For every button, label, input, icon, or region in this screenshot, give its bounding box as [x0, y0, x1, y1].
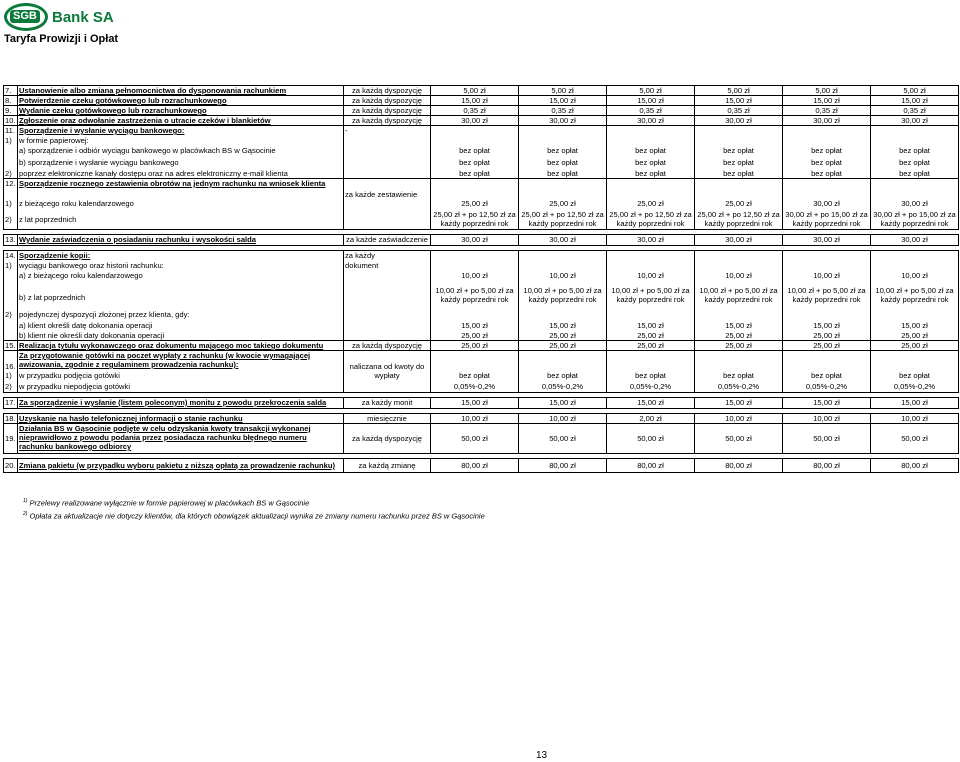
fee-value: bez opłat: [871, 158, 959, 169]
fee-value: 10,00 zł + po 5,00 zł za każdy poprzedni rok: [519, 286, 607, 310]
sub-number: [4, 331, 18, 341]
sub-number: 2): [4, 210, 18, 230]
fee-value: bez opłat: [871, 146, 959, 158]
fee-value: bez opłat: [607, 169, 695, 179]
fee-value: [871, 136, 959, 146]
footnotes: [23, 496, 485, 521]
sub-description: w formie papierowej:: [18, 136, 344, 146]
fee-value: 10,00 zł: [783, 414, 871, 424]
fee-value: 25,00 zł: [695, 199, 783, 210]
fee-value: 5,00 zł: [871, 86, 959, 96]
charge-basis: -: [344, 126, 431, 136]
charge-basis: [344, 271, 431, 286]
fee-value: 10,00 zł: [783, 271, 871, 286]
fee-value: [695, 179, 783, 199]
fee-value: 0,35 zł: [431, 106, 519, 116]
charge-basis: za każdą dyspozycję: [344, 341, 431, 351]
row-description: Uzyskanie na hasło telefonicznej informacji o stanie rachunku: [18, 414, 344, 424]
fee-value: 25,00 zł + po 12,50 zł za każdy poprzedni rok: [431, 210, 519, 230]
document-title: Taryfa Prowizji i Opłat: [4, 33, 119, 45]
fee-value: 0,05%-0,2%: [607, 382, 695, 393]
fee-value: [519, 261, 607, 271]
fee-value: 25,00 zł: [519, 331, 607, 341]
charge-basis: za każdą zmianę: [344, 459, 431, 473]
fee-value: 15,00 zł: [695, 398, 783, 409]
charge-basis: [344, 210, 431, 230]
fee-value: [519, 126, 607, 136]
fee-value: 50,00 zł: [607, 424, 695, 454]
table-row: [4, 398, 959, 409]
charge-basis: [344, 158, 431, 169]
charge-basis: [344, 321, 431, 331]
sub-description: pojedynczej dyspozycji złożonej przez klienta, gdy:: [18, 310, 344, 321]
fee-value: 10,00 zł + po 5,00 zł za każdy poprzedni rok: [695, 286, 783, 310]
fee-value: 0,05%-0,2%: [695, 382, 783, 393]
fee-value: 80,00 zł: [607, 459, 695, 473]
fee-value: 25,00 zł: [871, 331, 959, 341]
footnote-1-mark: 1): [23, 498, 28, 504]
fee-value: 25,00 zł + po 12,50 zł za każdy poprzedni rok: [607, 210, 695, 230]
fee-value: 30,00 zł: [431, 235, 519, 246]
fee-value: 5,00 zł: [695, 86, 783, 96]
fee-value: 80,00 zł: [871, 459, 959, 473]
row-number: 16.: [4, 351, 18, 371]
fee-value: 15,00 zł: [783, 96, 871, 106]
charge-basis: [344, 146, 431, 158]
fee-value: 15,00 zł: [695, 96, 783, 106]
table-row: [4, 331, 959, 341]
fee-value: [607, 251, 695, 261]
row-number: 17.: [5, 398, 16, 407]
table-row: [4, 251, 959, 261]
fee-value: 50,00 zł: [695, 424, 783, 454]
fee-value: 30,00 zł: [519, 116, 607, 126]
charge-basis: naliczana od kwoty do: [344, 351, 431, 371]
table-row: [4, 261, 959, 271]
fee-value: 15,00 zł: [695, 321, 783, 331]
charge-basis: [344, 382, 431, 393]
fee-value: 50,00 zł: [871, 424, 959, 454]
fee-value: 80,00 zł: [783, 459, 871, 473]
fee-value: 25,00 zł: [871, 341, 959, 351]
fee-value: [783, 136, 871, 146]
fee-value: 0,35 zł: [607, 106, 695, 116]
fee-value: 25,00 zł: [607, 331, 695, 341]
fee-value: 80,00 zł: [431, 459, 519, 473]
row-description: Zgłoszenie oraz odwołanie zastrzeżenia o utracie czeków i blankietów: [18, 116, 344, 126]
sub-number: 2): [4, 310, 18, 321]
fee-value: [783, 310, 871, 321]
charge-basis: [344, 310, 431, 321]
fee-value: 30,00 zł: [695, 235, 783, 246]
fee-value: 2,00 zł: [607, 414, 695, 424]
fee-value: [431, 126, 519, 136]
fee-value: 15,00 zł: [519, 321, 607, 331]
sub-number: [4, 321, 18, 331]
fee-value: [871, 261, 959, 271]
fee-value: [695, 261, 783, 271]
table-row: [4, 341, 959, 351]
fee-value: bez opłat: [607, 158, 695, 169]
sub-description: wyciągu bankowego oraz historii rachunku:: [18, 261, 344, 271]
table-row: [4, 96, 959, 106]
fee-value: bez opłat: [695, 146, 783, 158]
sub-description: b) sporządzenie i wysłanie wyciągu bankowego: [18, 158, 344, 169]
footnote-1-text: Przelewy realizowane wyłącznie w formie papierowej w placówkach BS w Gąsocinie: [29, 498, 310, 508]
fee-value: [431, 310, 519, 321]
sub-number: [4, 286, 18, 310]
fee-value: bez opłat: [695, 158, 783, 169]
fee-value: [431, 261, 519, 271]
table-row: [4, 158, 959, 169]
fee-value: 25,00 zł: [695, 331, 783, 341]
fee-value: 25,00 zł: [519, 199, 607, 210]
row-description: Potwierdzenie czeku gotówkowego lub rozrachunkowego: [18, 96, 344, 106]
sub-number: 1): [4, 199, 18, 210]
fee-value: 0,35 zł: [519, 106, 607, 116]
fee-value: 10,00 zł: [695, 414, 783, 424]
row-number: 12.: [4, 179, 18, 199]
sub-description: a) z bieżącego roku kalendarzowego: [18, 271, 344, 286]
fee-value: bez opłat: [519, 169, 607, 179]
fee-value: [695, 310, 783, 321]
fee-value: [871, 351, 959, 371]
fee-value: [607, 136, 695, 146]
footnote-2: [23, 509, 485, 522]
fee-value: 15,00 zł: [607, 321, 695, 331]
footnote-2-mark: 2): [23, 510, 28, 517]
fee-value: bez opłat: [431, 371, 519, 382]
fee-value: 30,00 zł: [783, 235, 871, 246]
fee-value: 15,00 zł: [607, 398, 695, 409]
fee-value: 10,00 zł: [871, 414, 959, 424]
fee-value: [871, 126, 959, 136]
sub-number: [4, 158, 18, 169]
fee-value: bez opłat: [783, 169, 871, 179]
table-row: [4, 371, 959, 382]
row-number: 18.: [5, 414, 16, 423]
sub-description: w przypadku niepodjęcia gotówki: [18, 382, 344, 393]
table-row: [4, 459, 959, 473]
fee-value: bez opłat: [607, 371, 695, 382]
row-description: Wydanie czeku gotówkowego lub rozrachunkowego: [18, 106, 344, 116]
fee-value: [783, 179, 871, 199]
fee-value: 15,00 zł: [607, 96, 695, 106]
logo-bank-name: Bank SA: [52, 9, 114, 26]
table-row: [4, 321, 959, 331]
fee-value: [519, 351, 607, 371]
charge-basis: za każde zestawienie: [344, 179, 431, 199]
fee-value: bez opłat: [783, 371, 871, 382]
row-description: Realizacja tytułu wykonawczego oraz dokumentu mającego moc takiego dokumentu: [18, 341, 344, 351]
charge-basis: za każdą dyspozycję: [344, 116, 431, 126]
fee-value: 30,00 zł: [783, 199, 871, 210]
fee-value: 30,00 zł: [607, 235, 695, 246]
fee-value: [871, 179, 959, 199]
sub-description: w przypadku podjęcia gotówki: [18, 371, 344, 382]
fee-value: bez opłat: [431, 158, 519, 169]
table-row: [4, 126, 959, 136]
fee-value: 25,00 zł: [431, 331, 519, 341]
fee-value: 15,00 zł: [431, 321, 519, 331]
fee-value: [519, 179, 607, 199]
table-row: [4, 106, 959, 116]
sub-number: 1): [4, 261, 18, 271]
sub-number: [4, 271, 18, 286]
fee-value: 15,00 zł: [519, 398, 607, 409]
fee-value: 10,00 zł + po 5,00 zł za każdy poprzedni rok: [431, 286, 519, 310]
sub-description: a) klient określi datę dokonania operacji: [18, 321, 344, 331]
footnote-2-text: Opłata za aktualizacje nie dotyczy klientów, dla których obowiązek aktualizacji wynika ze zmiany numeru rachunku przez BS w Gąsocinie: [29, 511, 485, 520]
charge-basis: dokument: [344, 261, 431, 271]
fee-value: [783, 126, 871, 136]
fee-value: [519, 136, 607, 146]
fee-value: [431, 179, 519, 199]
charge-basis: za każdy: [344, 251, 431, 261]
table-row: [4, 286, 959, 310]
charge-basis: za każde zaświadczenie: [344, 235, 431, 246]
charge-basis: za każdą dyspozycję: [344, 96, 431, 106]
row-description: Sporządzenie rocznego zestawienia obrotów na jednym rachunku na wniosek klienta: [18, 179, 344, 199]
fee-value: 10,00 zł + po 5,00 zł za każdy poprzedni rok: [607, 286, 695, 310]
fee-table-body: [4, 86, 959, 473]
table-row: [4, 116, 959, 126]
fee-value: [871, 310, 959, 321]
fee-value: 0,05%-0,2%: [519, 382, 607, 393]
charge-basis: za każdą dyspozycję: [344, 106, 431, 116]
sub-description: b) klient nie określi daty dokonania operacji: [18, 331, 344, 341]
fee-value: [431, 136, 519, 146]
table-row: [4, 351, 959, 371]
fee-value: 50,00 zł: [431, 424, 519, 454]
fee-value: [431, 351, 519, 371]
fee-value: 10,00 zł: [431, 414, 519, 424]
fee-value: 0,35 zł: [871, 106, 959, 116]
page-number: 13: [536, 750, 548, 761]
fee-value: [519, 251, 607, 261]
table-row: [4, 271, 959, 286]
fee-value: 15,00 zł: [431, 398, 519, 409]
row-number: 15.: [5, 341, 16, 350]
fee-value: 30,00 zł: [607, 116, 695, 126]
fee-value: 30,00 zł: [871, 116, 959, 126]
sub-number: 1): [4, 136, 18, 146]
fee-value: 25,00 zł: [607, 199, 695, 210]
sub-description: poprzez elektroniczne kanały dostępu oraz na adres elektroniczny e-mail klienta: [18, 169, 344, 179]
table-row: [4, 136, 959, 146]
fee-value: 25,00 zł: [783, 341, 871, 351]
fee-value: 25,00 zł: [431, 341, 519, 351]
fee-value: bez opłat: [431, 146, 519, 158]
fee-value: [871, 251, 959, 261]
sub-description: a) sporządzenie i odbiór wyciągu bankowego w placówkach BS w Gąsocinie: [18, 146, 344, 158]
bank-logo: [4, 3, 112, 31]
row-number: 14.: [5, 251, 16, 260]
charge-basis: za każdą dyspozycję: [344, 86, 431, 96]
row-number: 10.: [5, 116, 16, 125]
fee-value: 10,00 zł: [519, 271, 607, 286]
fee-value: 0,05%-0,2%: [431, 382, 519, 393]
fee-value: [783, 251, 871, 261]
fee-value: 5,00 zł: [431, 86, 519, 96]
fee-value: [607, 310, 695, 321]
fee-value: 15,00 zł: [783, 321, 871, 331]
row-description: Sporządzenie kopii:: [18, 251, 344, 261]
fee-value: [695, 251, 783, 261]
fee-value: 10,00 zł: [871, 271, 959, 286]
fee-value: bez opłat: [871, 169, 959, 179]
fee-value: 25,00 zł: [695, 341, 783, 351]
charge-basis: za każdy monit: [344, 398, 431, 409]
row-description: Sporządzenie i wysłanie wyciągu bankowego:: [18, 126, 344, 136]
fee-value: bez opłat: [783, 158, 871, 169]
fee-value: [783, 351, 871, 371]
fee-value: 0,05%-0,2%: [783, 382, 871, 393]
charge-basis: [344, 286, 431, 310]
fee-value: [783, 261, 871, 271]
row-description: Zmiana pakietu (w przypadku wyboru pakietu z niższą opłatą za prowadzenie rachunku): [18, 459, 344, 473]
fee-value: 30,00 zł: [431, 116, 519, 126]
row-number: 9.: [4, 106, 18, 116]
fee-value: [431, 251, 519, 261]
row-number: 19.: [4, 424, 18, 454]
fee-value: bez opłat: [695, 371, 783, 382]
fee-value: 10,00 zł + po 5,00 zł za każdy poprzedni rok: [783, 286, 871, 310]
fee-value: [695, 136, 783, 146]
fee-value: bez opłat: [607, 146, 695, 158]
sub-description: b) z lat poprzednich: [18, 286, 344, 310]
table-row: [4, 146, 959, 158]
fee-value: 30,00 zł: [695, 116, 783, 126]
fee-value: bez opłat: [519, 371, 607, 382]
charge-basis: [344, 169, 431, 179]
fee-value: [695, 351, 783, 371]
fee-value: 5,00 zł: [519, 86, 607, 96]
fee-value: bez opłat: [519, 158, 607, 169]
fee-value: 30,00 zł + po 15,00 zł za każdy poprzedni rok: [871, 210, 959, 230]
table-row: [4, 414, 959, 424]
fee-value: bez opłat: [695, 169, 783, 179]
fee-value: 30,00 zł: [519, 235, 607, 246]
charge-basis: [344, 331, 431, 341]
fee-value: 0,35 zł: [783, 106, 871, 116]
fee-value: bez opłat: [871, 371, 959, 382]
row-number: 8.: [4, 96, 18, 106]
row-number: 7.: [4, 86, 18, 96]
row-number: 13.: [5, 235, 16, 244]
sub-number: 1): [4, 371, 18, 382]
sub-number: 2): [4, 382, 18, 393]
fee-value: bez opłat: [431, 169, 519, 179]
charge-basis: miesięcznie: [344, 414, 431, 424]
table-row: [4, 210, 959, 230]
fee-value: 10,00 zł: [607, 271, 695, 286]
fee-table: [3, 85, 959, 473]
sub-description: z lat poprzednich: [18, 210, 344, 230]
fee-value: 10,00 zł: [431, 271, 519, 286]
fee-value: 25,00 zł + po 12,50 zł za każdy poprzedni rok: [519, 210, 607, 230]
fee-value: 25,00 zł: [783, 331, 871, 341]
fee-value: 30,00 zł + po 15,00 zł za każdy poprzedni rok: [783, 210, 871, 230]
charge-basis: za każdą dyspozycję: [344, 424, 431, 454]
fee-value: 80,00 zł: [695, 459, 783, 473]
table-row: [4, 235, 959, 246]
sub-description: z bieżącego roku kalendarzowego: [18, 199, 344, 210]
fee-value: 0,05%-0,2%: [871, 382, 959, 393]
fee-value: 15,00 zł: [871, 321, 959, 331]
fee-value: [607, 179, 695, 199]
fee-value: 25,00 zł + po 12,50 zł za każdy poprzedni rok: [695, 210, 783, 230]
fee-value: 15,00 zł: [871, 96, 959, 106]
fee-value: 10,00 zł: [695, 271, 783, 286]
table-row: [4, 382, 959, 393]
charge-basis: wypłaty: [344, 371, 431, 382]
sub-number: [4, 146, 18, 158]
table-row: [4, 169, 959, 179]
fee-value: [607, 126, 695, 136]
fee-value: 50,00 zł: [519, 424, 607, 454]
row-description: Za sporządzenie i wysłanie (listem poleconym) monitu z powodu przekroczenia salda: [18, 398, 344, 409]
fee-value: 0,35 zł: [695, 106, 783, 116]
sub-number: 2): [4, 169, 18, 179]
row-number: 20.: [4, 459, 18, 473]
charge-basis: [344, 199, 431, 210]
fee-value: 15,00 zł: [871, 398, 959, 409]
fee-value: [519, 310, 607, 321]
fee-value: bez opłat: [519, 146, 607, 158]
fee-value: 25,00 zł: [519, 341, 607, 351]
fee-value: 10,00 zł + po 5,00 zł za każdy poprzedni rok: [871, 286, 959, 310]
fee-value: bez opłat: [783, 146, 871, 158]
fee-value: [607, 261, 695, 271]
fee-value: 30,00 zł: [783, 116, 871, 126]
row-description: Wydanie zaświadczenia o posiadaniu rachunku i wysokości salda: [18, 235, 344, 246]
row-description: Działania BS w Gąsocinie podjęte w celu odzyskania kwoty transakcji wykonanej nieprawidłowo z powodu podania przez posiadacza rachunku błędnego numeru rachunku bankowego odbiorcy: [18, 424, 344, 454]
fee-value: 5,00 zł: [783, 86, 871, 96]
row-description: Za przygotowanie gotówki na poczet wypłaty z rachunku (w kwocie wymagającej awizowania, zgodnie z regulaminem prowadzenia rachunku):: [18, 351, 344, 371]
charge-basis: [344, 136, 431, 146]
fee-value: 80,00 zł: [519, 459, 607, 473]
fee-value: 25,00 zł: [431, 199, 519, 210]
fee-value: 25,00 zł: [607, 341, 695, 351]
table-row: [4, 179, 959, 199]
fee-value: [607, 351, 695, 371]
table-row: [4, 424, 959, 454]
table-row: [4, 310, 959, 321]
logo-sgb-text: SGB: [10, 10, 40, 23]
fee-value: 15,00 zł: [783, 398, 871, 409]
fee-value: 15,00 zł: [431, 96, 519, 106]
table-row: [4, 199, 959, 210]
fee-value: 50,00 zł: [783, 424, 871, 454]
fee-value: 5,00 zł: [607, 86, 695, 96]
row-number: 11.: [4, 126, 18, 136]
footnote-1: [23, 496, 485, 509]
table-row: [4, 86, 959, 96]
fee-value: 10,00 zł: [519, 414, 607, 424]
fee-value: 30,00 zł: [871, 199, 959, 210]
row-description: Ustanowienie albo zmiana pełnomocnictwa do dysponowania rachunkiem: [18, 86, 344, 96]
fee-value: 15,00 zł: [519, 96, 607, 106]
fee-value: 30,00 zł: [871, 235, 959, 246]
fee-value: [695, 126, 783, 136]
